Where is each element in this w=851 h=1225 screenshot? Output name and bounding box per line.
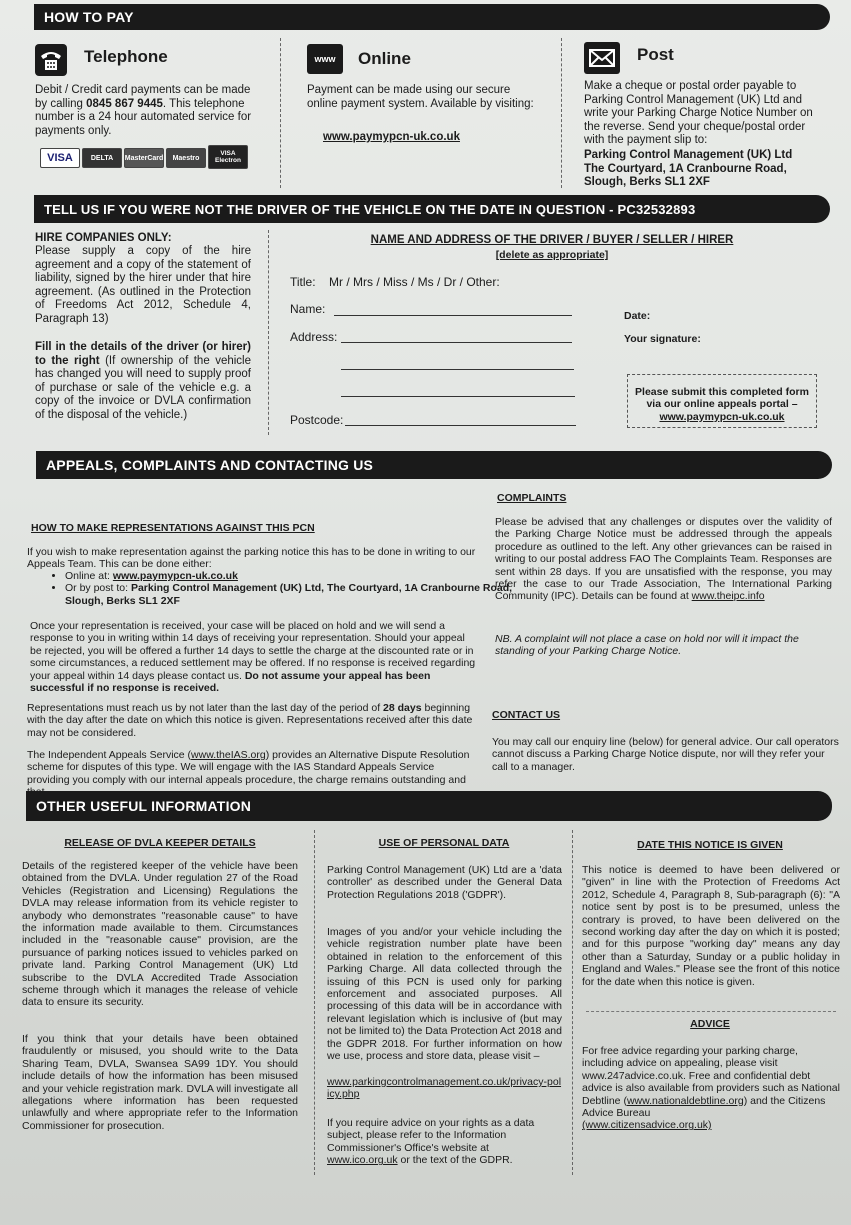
divider	[561, 38, 562, 188]
online-title: Online	[358, 49, 411, 68]
divider	[572, 830, 573, 1175]
telephone-title: Telephone	[84, 47, 168, 66]
hire-companies-text: Please supply a copy of the hire agreement and a copy of the statement of liability, signed by the hirer under that hire agreement. (As outlined in the Protection of Freedoms Act 2012, Schedule 4, Paragraph 13)	[35, 245, 251, 325]
name-label: Name:	[290, 302, 326, 316]
visa-electron-card-icon: VISA Electron	[208, 145, 248, 169]
online-text: Payment can be made using our secure online payment system. Available by visiting:	[307, 84, 534, 110]
citizens-advice-link[interactable]: (www.citizensadvice.org.uk)	[582, 1119, 712, 1132]
privacy-policy-link[interactable]: www.parkingcontrolmanagement.co.uk/privacy-policy.php	[327, 1076, 562, 1101]
date-label: Date:	[624, 310, 651, 322]
post-text: Make a cheque or postal order payable to Parking Control Management (UK) Ltd and write your Parking Charge Notice Number on the reverse. Send your cheque/postal order with the payment slip to:	[584, 80, 813, 147]
hire-companies-title: HIRE COMPANIES ONLY:	[35, 232, 172, 244]
dvla-title: RELEASE OF DVLA KEEPER DETAILS	[64, 837, 256, 849]
other-info-header: OTHER USEFUL INFORMATION	[26, 791, 832, 821]
divider	[268, 230, 269, 435]
envelope-icon	[584, 42, 620, 74]
complaints-title: COMPLAINTS	[497, 492, 567, 504]
www-icon: www	[307, 44, 343, 74]
postcode-label: Postcode:	[290, 413, 344, 427]
personal-data-text: Images of you and/or your vehicle including the vehicle registration number plate have been obtained in relation to the enforcement of this Parking Charge. All data collected through the issuing of this PCN is used only for parking enforcement and associated purposes. All processing of this data will be in accordance with relevant legislation which is inclusive of (but may not be limited to) the Data Protection Act 2018 and the GDPR 2018. For further information on how we use, process and store data, please visit –	[327, 926, 562, 1063]
postcode-field[interactable]	[345, 425, 576, 426]
driver-form-title: NAME AND ADDRESS OF THE DRIVER / BUYER / SELLER / HIRER	[370, 234, 734, 246]
complaint-nb-text: NB. A complaint will not place a case on hold nor will it impact the standing of your Parking Charge Notice.	[495, 633, 799, 658]
date-notice-text: This notice is deemed to have been delivered or "given" in line with the Protection of Freedoms Act 2012, Schedule 4, Paragraph 8, Sub-paragraph (6): "A notice sent by post is to be presumed, unless the contrary is proved, to have been delivered on the second working day after the day on which it is posted; and for this purpose "working day" means any day other than a Saturday, Sunday or a public holiday in England and Wales." Please see the front of this notice for the date when this notice is given.	[582, 864, 840, 988]
complaints-text: Please be advised that any challenges or disputes over the validity of the Parking Charge Notice must be addressed through the appeals procedure as outlined to the left. Any other grievances can be raised in writing to our postal address FAO The Complaints Team. Responses are sent within 28 days. If you are unsatisfied with the response, you may refer the case to our Trade Association, The International Parking Community (IPC). Details can be found at www.theipc.info	[495, 516, 832, 603]
address-field-line1[interactable]	[341, 342, 572, 343]
advice-text: For free advice regarding your parking charge, including advice on appealing, please visit www.247advice.co.uk. Free and confidential debt advice is also available from providers such as National Debtline (www.nationaldebtline.org) and the Citizens Advice Bureau (www.citizensadvice.org.uk)	[582, 1045, 840, 1132]
post-address: Parking Control Management (UK) Ltd The Courtyard, 1A Cranbourne Road, Slough, Berks SL1 2XF	[584, 149, 793, 189]
ipc-link[interactable]: www.theipc.info	[691, 590, 765, 603]
independent-appeals-text: The Independent Appeals Service (www.theIAS.org) provides an Alternative Dispute Resolution scheme for disputes of this type. We will engage with the IAS Standard Appeals Service providing you comply with our internal appeals procedure, the charge remains outstanding and	[27, 749, 470, 786]
driver-form-subtitle: [delete as appropriate]	[495, 249, 609, 261]
address-field-line3[interactable]	[341, 396, 575, 397]
dvla-misuse-text: If you think that your details have been obtained fraudulently or misused, you should write to the Data Sharing Team, DVLA, Swansea SA99 1DY. You should include details of how the information has been misused and your vehicle registration mark. DVLA will investigate all allegations where information has been requested unlawfully and where appropriate refer to the Information Commissioner for prosecution.	[22, 1033, 298, 1132]
fill-details-text: Fill in the details of the driver (or hirer) to the right (If ownership of the vehicle has changed you will need to supply proof of purchase or sale of the vehicle e.g. a copy of the invoice or DVLA confirmation of the disposal of the vehicle.)	[35, 341, 251, 421]
not-driver-header: TELL US IF YOU WERE NOT THE DRIVER OF THE VEHICLE ON THE DATE IN QUESTION - PC32532893	[34, 195, 830, 223]
contact-us-text: You may call our enquiry line (below) for general advice. Our call operators cannot discuss a Parking Charge Notice dispute, nor will they refer your call to a manager.	[492, 736, 839, 773]
divider	[586, 1011, 836, 1012]
name-field[interactable]	[334, 315, 572, 316]
representations-deadline: Representations must reach us by not later than the last day of the period of 28 days beginning with the day after the date on which this notice is given. Representations received after this date may not be considered.	[27, 702, 473, 739]
how-to-pay-header: HOW TO PAY	[34, 4, 830, 30]
representations-title: HOW TO MAKE REPRESENTATIONS AGAINST THIS PCN	[31, 522, 315, 534]
post-option: • Or by post to: Parking Control Management (UK) Ltd, The Courtyard, 1A Cranbourne Road, Slough, Berks SL1 2XF	[65, 582, 517, 607]
submit-form-box: Please submit this completed form via our online appeals portal – www.paymypcn-uk.co.uk	[627, 374, 817, 428]
post-title: Post	[637, 45, 674, 64]
title-options[interactable]: Mr / Mrs / Miss / Ms / Dr / Other:	[329, 275, 500, 289]
telephone-icon	[35, 44, 67, 76]
dvla-text: Details of the registered keeper of the vehicle have been obtained from the DVLA. Under regulation 27 of the Road Vehicles (Registration and Licensing) Regulations the DVLA may release information from its vehicle register to anybody who demonstrates "reasonable cause" to have the information made available to them. Circumstances included in the "reasonable cause" provision, are the pursuance of parking notices issued to vehicles parked on private land. Parking Control Management (UK) Ltd subscribe to the DVLA Accredited Trade Association scheme through which it manages the release of vehicle data to ensure its security.	[22, 860, 298, 1009]
representations-process: Once your representation is received, your case will be placed on hold and we will send a response to you in writing within 14 days of receiving your representation. Should your appeal be rejected, you will be offered a further 14 days to settle the charge at the discounted rate or in some circumstances, a reduced settlement may be offered. If no response is received regarding your appeal within 14 days please contact us. Do not assume your appeal has been successful if no response is received.	[30, 620, 476, 695]
representations-options	[27, 570, 517, 607]
address-field-line2[interactable]	[341, 369, 574, 370]
online-option: • Online at: www.paymypcn-uk.co.uk	[65, 570, 517, 582]
appeals-portal-link[interactable]: www.paymypcn-uk.co.uk	[659, 410, 785, 423]
title-label: Title:	[290, 275, 316, 289]
representations-online-link[interactable]: www.paymypcn-uk.co.uk	[112, 570, 238, 582]
mastercard-icon: MasterCard	[124, 148, 164, 168]
divider	[280, 38, 281, 188]
signature-label: Your signature:	[624, 333, 701, 345]
visa-card-icon: VISA	[40, 148, 80, 168]
date-notice-title: DATE THIS NOTICE IS GIVEN	[637, 839, 783, 851]
divider	[314, 830, 315, 1175]
contact-us-title: CONTACT US	[492, 709, 561, 721]
appeals-header: APPEALS, COMPLAINTS AND CONTACTING US	[36, 451, 832, 479]
advice-title: ADVICE	[690, 1018, 730, 1030]
ico-advice-text: If you require advice on your rights as a data subject, please refer to the Information Commissioner's Office's website at www.ico.org.uk or the text of the GDPR.	[327, 1117, 535, 1167]
delta-card-icon: DELTA	[82, 148, 122, 168]
telephone-text: Debit / Credit card payments can be made by calling 0845 867 9445. This telephone number is a 24 hour automated service for payments only.	[35, 84, 252, 137]
online-payment-link[interactable]: www.paymypcn-uk.co.uk	[323, 131, 460, 143]
representations-intro: If you wish to make representation against the parking notice this has to be done in writing to our Appeals Team. This can be done either:	[27, 546, 476, 571]
ias-link[interactable]: www.theIAS.org	[191, 749, 266, 761]
address-label: Address:	[290, 330, 338, 344]
maestro-card-icon: Maestro	[166, 148, 206, 168]
personal-data-title: USE OF PERSONAL DATA	[378, 837, 510, 849]
ico-link[interactable]: www.ico.org.uk	[327, 1154, 398, 1167]
personal-data-intro: Parking Control Management (UK) Ltd are a 'data controller' as described under the General Data Protection Regulations 2018 ('GDPR').	[327, 864, 562, 901]
national-debtline-link[interactable]: www.nationaldebtline.org	[626, 1094, 744, 1107]
